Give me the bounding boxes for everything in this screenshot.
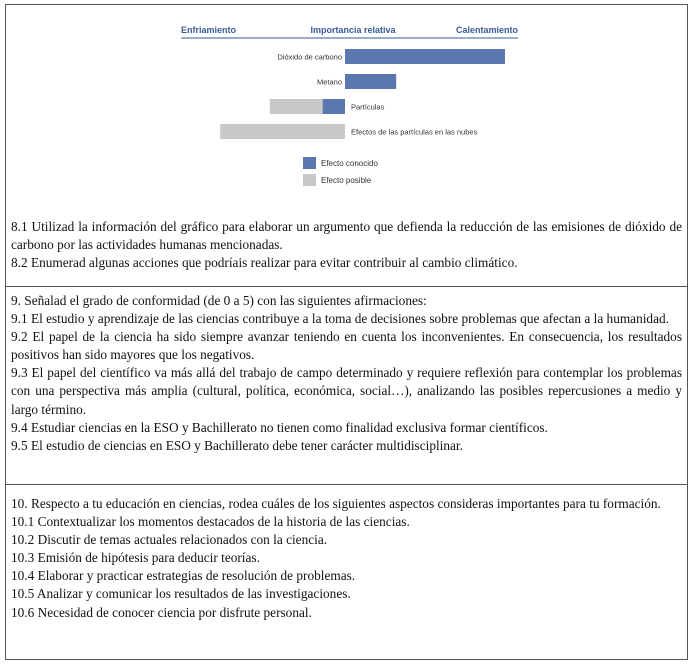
question-8-1: 8.1 Utilizad la información del gráfico para elaborar un argumento que defienda la reducción de las emisiones de dióxido de carbono por las actividades humanas mencionadas. <box>11 219 682 253</box>
question-10-5: 10.5 Analizar y comunicar los resultados de las investigaciones. <box>11 586 351 602</box>
bar-known-0 <box>345 49 505 64</box>
question-9-cell <box>5 286 688 484</box>
section-9-text <box>11 292 682 455</box>
legend-swatch-possible <box>303 174 316 186</box>
question-8-2: 8.2 Enumerad algunas acciones que podríais realizar para evitar contribuir al cambio climático. <box>11 255 518 271</box>
question-10-cell <box>5 484 688 660</box>
category-label-0: Dióxido de carbono <box>277 52 342 62</box>
relative-importance-chart <box>181 17 526 192</box>
question-9-1: 9.1 El estudio y aprendizaje de las ciencias contribuye a la toma de decisiones sobre problemas que afectan a la humanidad. <box>11 311 669 327</box>
chart-header-right: Calentamiento <box>455 25 518 35</box>
legend-label-possible: Efecto posible <box>321 176 372 185</box>
question-10-3: 10.3 Emisión de hipótesis para deducir teorías. <box>11 550 260 566</box>
question-9-4: 9.4 Estudiar ciencias en la ESO y Bachillerato no tienen como finalidad exclusiva formar científicos. <box>11 419 548 435</box>
question-9-5: 9.5 El estudio de ciencias en ESO y Bachillerato debe tener carácter multidisciplinar. <box>11 437 463 453</box>
category-label-1: Metano <box>316 77 342 87</box>
question-10-intro: 10. Respecto a tu educación en ciencias, rodea cuáles de los siguientes aspectos consideras importantes para tu formación. <box>11 496 661 511</box>
question-10-6: 10.6 Necesidad de conocer ciencia por disfrute personal. <box>11 604 312 620</box>
question-9-3: 9.3 El papel del científico va más allá del trabajo de campo determinado y requiere reflexión para contemplar los problemas con una perspectiva más amplia (cultural, política, económica, social…), analizando las posibles repercusiones a medio y largo término. <box>11 365 682 417</box>
category-label-3: Efectos de las partículas en las nubes <box>351 127 478 137</box>
bar-known-1 <box>345 74 396 89</box>
section-10-text <box>11 495 682 622</box>
category-label-2: Partículas <box>351 102 385 112</box>
question-9-intro: 9. Señalad el grado de conformidad (de 0 a 5) con las siguientes afirmaciones: <box>11 293 427 308</box>
section-8-text <box>11 218 682 272</box>
bar-possible-3 <box>220 124 345 139</box>
legend-label-known: Efecto conocido <box>321 159 378 168</box>
bar-possible-2 <box>270 99 323 114</box>
question-9-2: 9.2 El papel de la ciencia ha sido siempre avanzar teniendo en cuenta los inconvenientes. En consecuencia, los resultados positivos han sido mayores que los negativos. <box>11 329 682 363</box>
question-10-1: 10.1 Contextualizar los momentos destacados de la historia de las ciencias. <box>11 514 410 530</box>
legend-swatch-known <box>303 157 316 169</box>
chart-header-center: Importancia relativa <box>310 25 396 35</box>
chart-header-left: Enfriamiento <box>181 25 237 35</box>
question-10-4: 10.4 Elaborar y practicar estrategias de resolución de problemas. <box>11 568 356 584</box>
question-8-cell <box>5 4 688 286</box>
question-10-2: 10.2 Discutir de temas actuales relacionados con la ciencia. <box>11 532 328 548</box>
bar-known-2 <box>323 99 345 114</box>
